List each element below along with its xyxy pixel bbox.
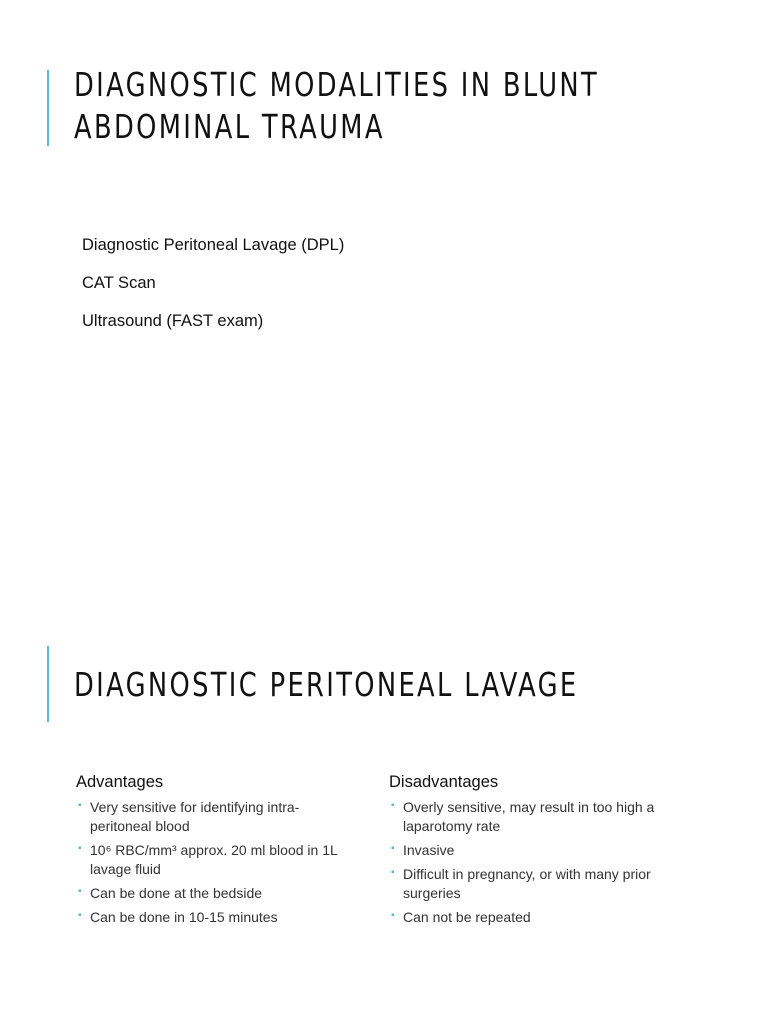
bullet-square-icon: ▪ — [78, 886, 82, 897]
list-item — [76, 798, 360, 836]
list-item — [389, 841, 673, 860]
disadvantages-heading: Disadvantages — [389, 773, 499, 791]
list-item: Diagnostic Peritoneal Lavage (DPL) — [82, 236, 345, 254]
list-item — [76, 908, 360, 927]
list-item: CAT Scan — [82, 274, 156, 292]
slide-title-line: DIAGNOSTIC PERITONEAL LAVAGE — [74, 665, 579, 704]
disadvantages-list — [389, 798, 689, 927]
advantages-heading: Advantages — [76, 773, 164, 791]
slide-title — [74, 64, 599, 148]
title-accent-bar — [47, 70, 49, 146]
slide-dpl — [0, 512, 768, 1024]
list-item-text: Invasive — [403, 842, 455, 858]
advantages-list — [76, 798, 376, 927]
list-item — [389, 798, 673, 836]
list-item — [76, 841, 360, 879]
list-item-text: Can be done in 10-15 minutes — [90, 909, 278, 925]
bullet-square-icon: ▪ — [78, 843, 82, 854]
list-item-text: Can not be repeated — [403, 909, 531, 925]
title-accent-bar — [47, 646, 49, 722]
bullet-square-icon: ▪ — [391, 867, 395, 878]
slide-title — [74, 664, 578, 706]
list-item — [389, 865, 673, 903]
bullet-square-icon: ▪ — [78, 910, 82, 921]
bullet-square-icon: ▪ — [391, 843, 395, 854]
list-item-text: Overly sensitive, may result in too high a laparotomy rate — [403, 799, 655, 834]
list-item-text: Can be done at the bedside — [90, 885, 263, 901]
slide-title-line: ABDOMINAL TRAUMA — [74, 107, 385, 146]
bullet-square-icon: ▪ — [391, 800, 395, 811]
bullet-square-icon: ▪ — [391, 910, 395, 921]
list-item: Ultrasound (FAST exam) — [82, 312, 264, 330]
list-item — [389, 908, 673, 927]
bullet-square-icon: ▪ — [78, 800, 82, 811]
advantages-column — [76, 770, 376, 932]
list-item — [76, 884, 360, 903]
list-item-text: Very sensitive for identifying intra-peritoneal blood — [90, 799, 300, 834]
modality-list — [82, 232, 344, 346]
list-item-text: Difficult in pregnancy, or with many prior surgeries — [403, 866, 651, 901]
list-item-text: 10⁶ RBC/mm³ approx. 20 ml blood in 1L lavage fluid — [90, 842, 338, 877]
disadvantages-column — [389, 770, 689, 932]
slide-title-line: DIAGNOSTIC MODALITIES IN BLUNT — [74, 65, 600, 104]
